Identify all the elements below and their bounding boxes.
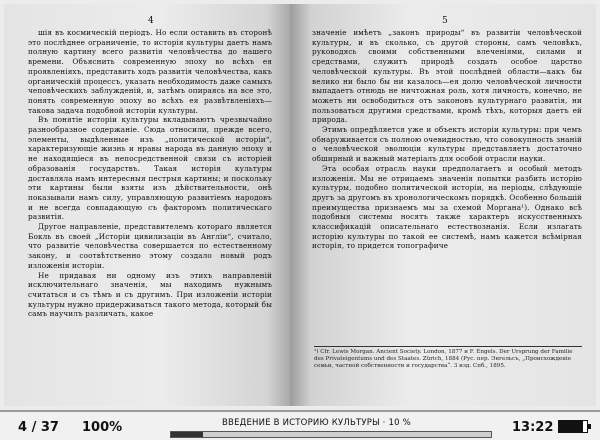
paragraph: значеніе имѣетъ „законъ природы“ въ развитіи человѣческой культуры, и въ сколько, съ другой стороны, самъ человѣкъ, руководясь своими собственными влеченіями, силами и средствами, служитъ природѣ создать особое царство человѣческой культуры. Въ этой послѣдней области—какъ бы велико ни было бы ни казалось—ея долю человѣческой личности выпадаетъ отнюдь не ничтожная роль, хотя личность, конечно, не можетъ ни освободиться отъ законовъ культурнаго развитія, ни пользоваться другими средствами, кромѣ тѣхъ, которыя даетъ ей природа. bbox=[312, 28, 582, 125]
footnote: ¹) Cfr. Lewis Morgan. Ancient Society. London, 1877 и F. Engels. Der Ursprung der Familie des Privateigentums und des Staates. Zürich, 1884 (Рус. пер. Энгельсъ, „Происхожденіе семьи, частной собственности и государства“. 3 изд. Спб., 1895. bbox=[314, 349, 573, 369]
paragraph: Въ понятіе исторіи культуры вкладываютъ чрезвычайно разнообразное содержаніе. Сюда относили, прежде всего, элементы, выдѣленные изъ „политической исторіи“, характеризующіе жизнь и нравы народа въ данную эпоху и не находящіеся въ непосредственной связи съ исторіей образованія государствъ. Такая исторія культуры доставляла намъ интересныя пестрыя картины; и поскольку эти картины были взяты изъ дѣйствительности, онѣ показывали намъ силу, управляющую развитіемъ народовъ и не всегда совпадающую съ факторомъ политическаго развитія. bbox=[28, 115, 272, 222]
right-page-number: 5 bbox=[442, 16, 448, 26]
battery-level bbox=[559, 421, 583, 432]
paragraph: Не придавая ни одному изъ этихъ направленій исключительнаго значенія, мы находимъ нужнымъ считаться и съ тѣмъ и съ другимъ. При изложеніи исторіи культуры нужно придерживаться такого метода, который бы самъ научилъ различать, какое bbox=[28, 270, 272, 319]
reading-progress-bar[interactable] bbox=[170, 431, 492, 438]
clock: 13:22 bbox=[512, 420, 554, 435]
battery-tip bbox=[588, 424, 591, 429]
paragraph: Эта особая отрасль науки предполагаетъ и особый методъ изложенія. Мы не отрицаемъ значенія попытки разбить исторію культуры, подобно политической исторіи, на періоды, слѣдующіе другъ за другомъ въ хронологическомъ порядкѣ. Особенно большій преимущества признаемъ мы за схемой Моргана¹). Однако всѣ подобныя системы носятъ также характеръ искусственныхъ классификацій описательнаго естествознанія. Если излагать исторію культуры по такой ее системѣ, намъ кажется всѣмірная исторія, то придется топографиче bbox=[312, 163, 582, 251]
left-page-text bbox=[28, 28, 272, 319]
left-page bbox=[4, 4, 290, 406]
paragraph: Этимъ опредѣляется уже и объектъ исторіи культуры: при чемъ обнаруживается съ полною очевидностью, что совокупность знаній о человѣческой эволюціи культуры представляетъ достаточно обширный и важный матеріалъ для особой отрасли науки. bbox=[312, 125, 582, 164]
battery-icon bbox=[558, 420, 588, 433]
status-bar bbox=[0, 410, 600, 440]
paragraph: шія въ космическій періодъ. Но если оставить въ сторонѣ это послѣднее ограниченіе, то исторія культуры даетъ намъ полную картину всего развитія человѣчества до нашего времени. Объяснить современную эпоху во всѣхъ ея проявленіяхъ, представить ходъ развитія человѣчества, какъ органическій процессъ, указать необходимость даже самыхъ чеповѣческихъ заблужденій, и, затѣмъ опираясь на все это, понять современную эпоху во всѣхъ ея развѣтвленіяхъ—такова задача подобной исторіи культуры. bbox=[28, 28, 272, 115]
page-indicator[interactable]: 4 / 37 bbox=[18, 420, 59, 435]
book-title: ВВЕДЕНИЕ В ИСТОРИЮ КУЛЬТУРЫ · 10 % bbox=[222, 418, 411, 428]
paragraph: Другое направленіе, представителемъ котораго является Бокль въ своей „Исторіи цивилизаціи въ Англіи“, считало, что развитіе человѣчества совершается по естественному закону, и соотвѣтственно этому создало новый родъ изложенія исторіи. bbox=[28, 222, 272, 270]
footnotes bbox=[314, 346, 582, 370]
reading-progress-fill bbox=[171, 432, 203, 437]
right-page bbox=[290, 4, 596, 406]
right-page-text bbox=[312, 28, 582, 251]
left-page-number: 4 bbox=[148, 16, 154, 26]
book-spread[interactable] bbox=[4, 4, 596, 406]
zoom-level[interactable]: 100% bbox=[82, 420, 123, 435]
